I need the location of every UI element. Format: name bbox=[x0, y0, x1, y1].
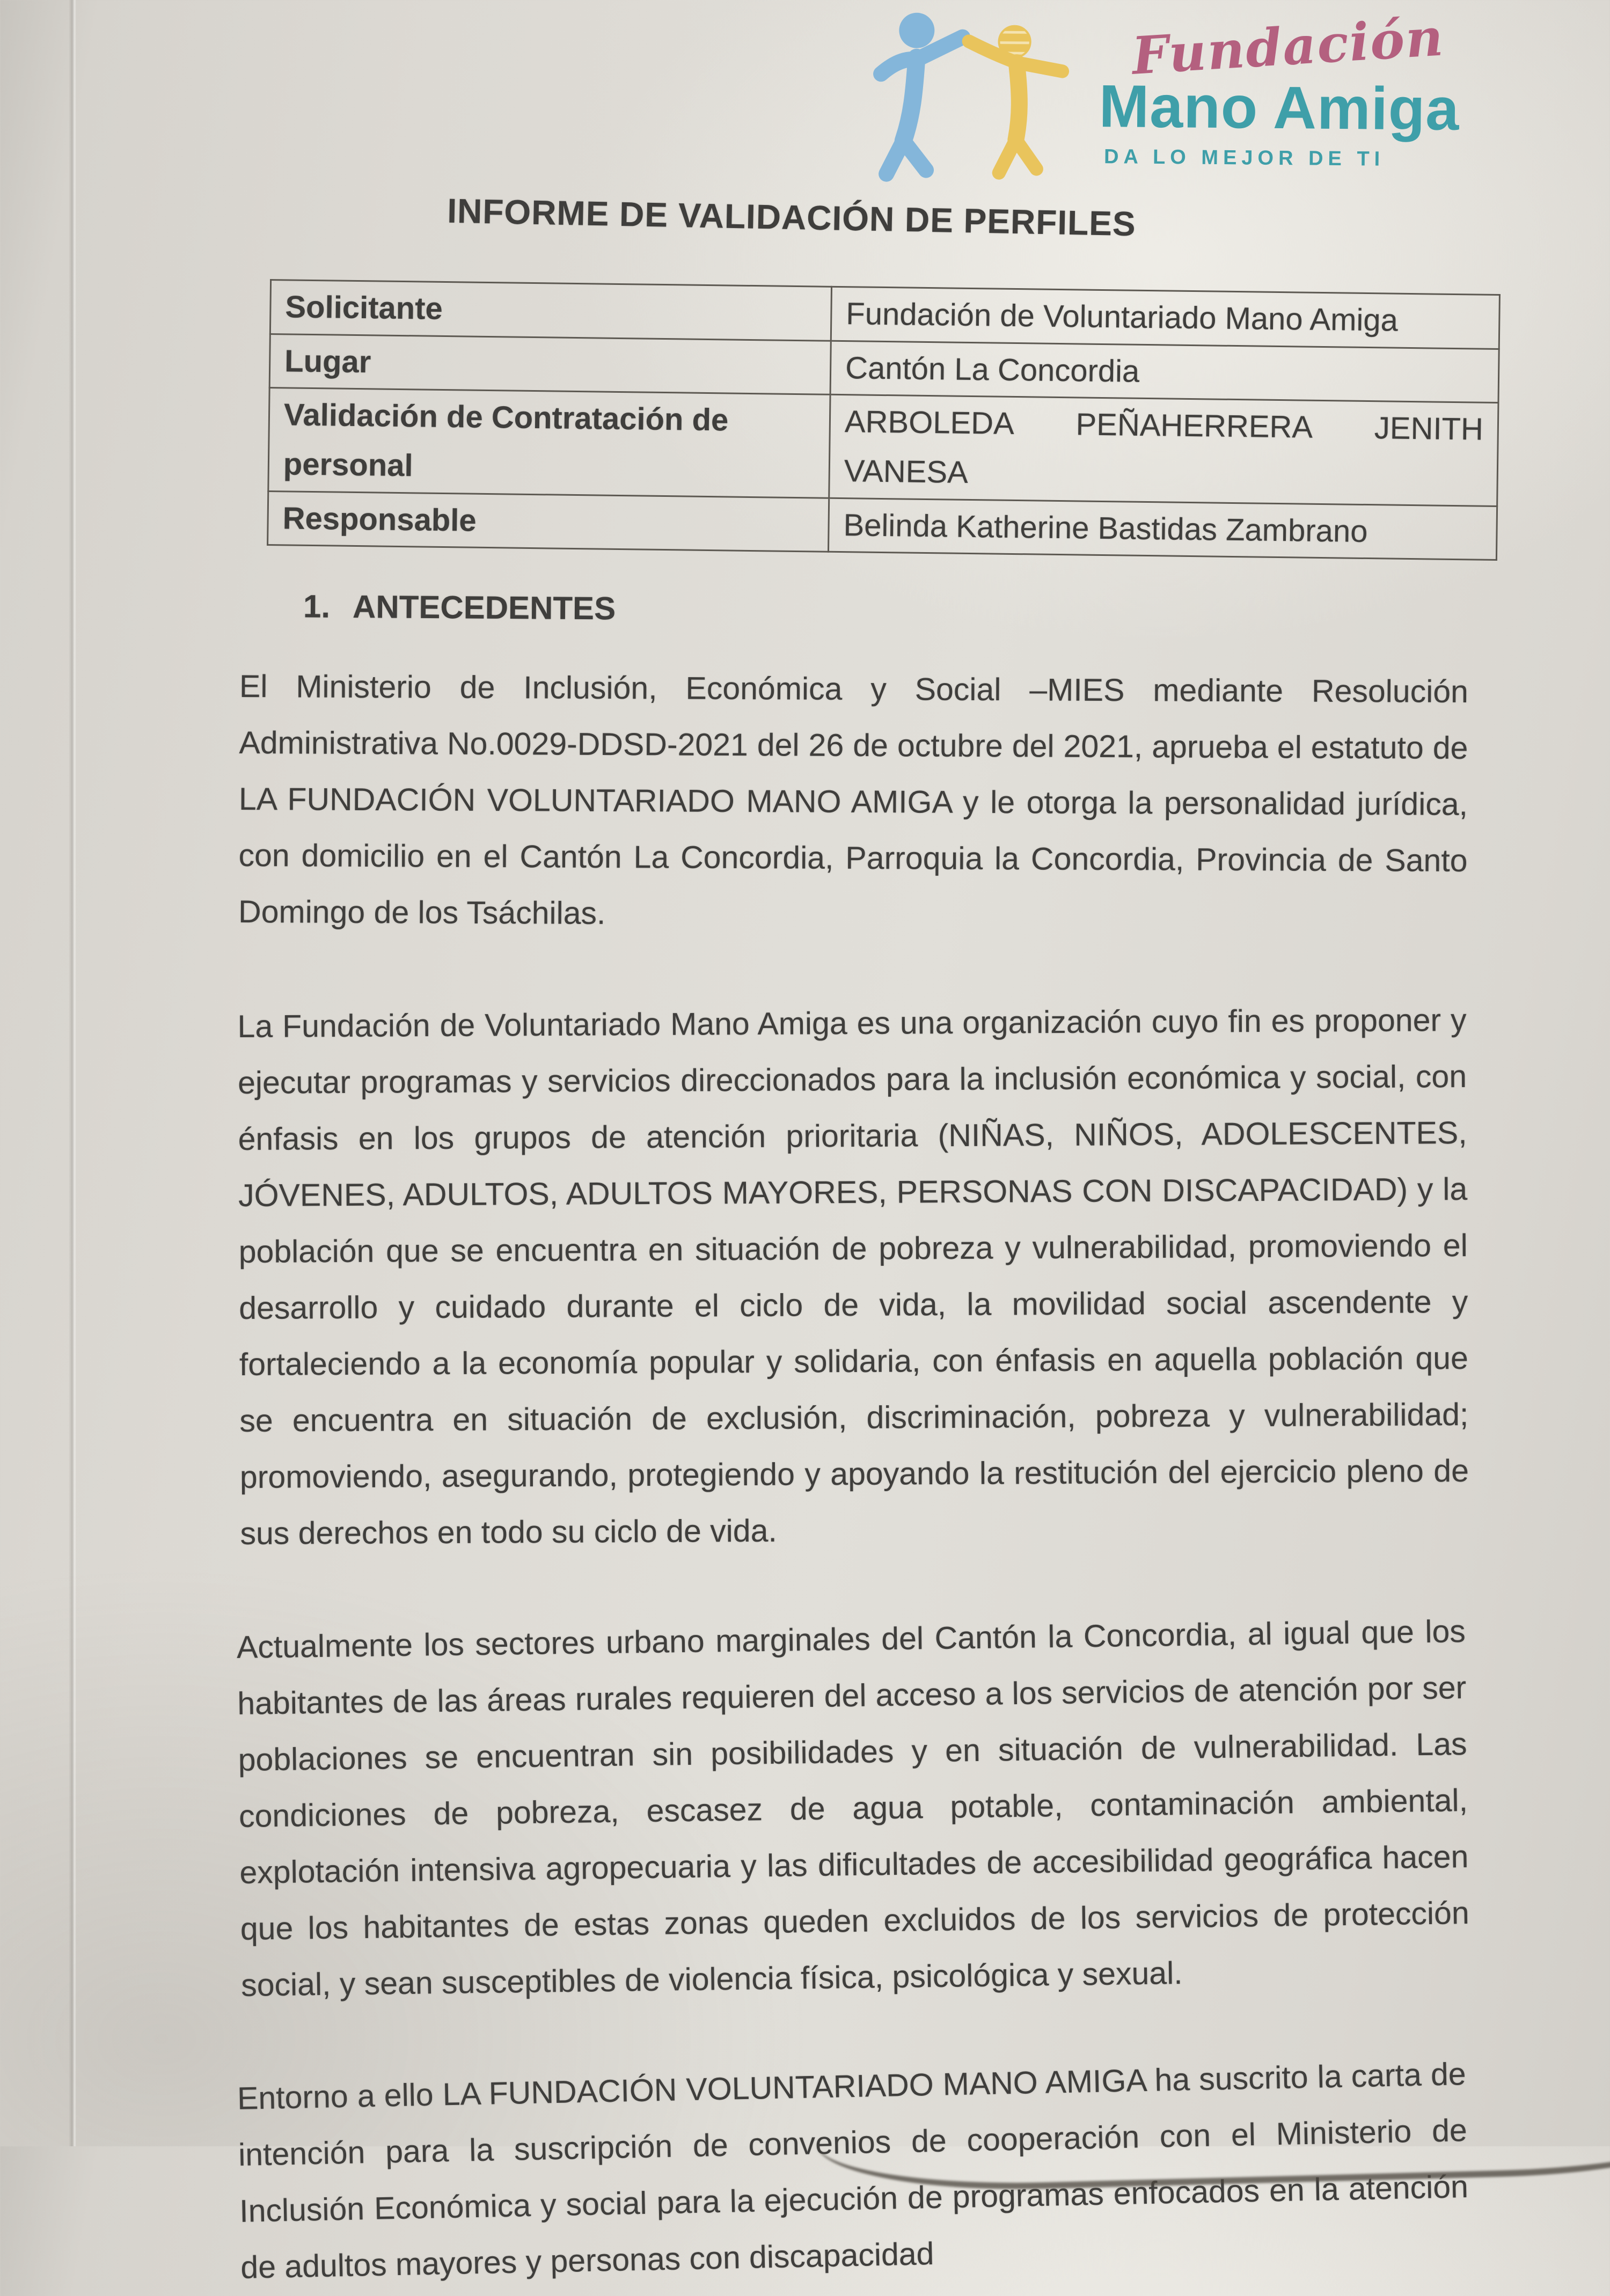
document-page bbox=[236, 0, 1484, 2286]
logo-tagline: DA LO MEJOR DE TI bbox=[1103, 145, 1385, 171]
row-value: Fundación de Voluntariado Mano Amiga bbox=[831, 287, 1499, 349]
row-label: Responsable bbox=[268, 491, 829, 552]
section-heading-antecedentes bbox=[303, 588, 1473, 633]
body-paragraphs bbox=[236, 661, 1473, 2286]
paragraph-organizacion-fin: La Fundación de Voluntariado Mano Amiga es una organización cuyo fin es proponer y ejecutar programas y servicios direccionados para la inclusión económica y social, con énfasis en los grupos de atención prioritaria (NIÑAS, NIÑOS, ADOLESCENTES, JÓVENES, ADULTOS, ADULTOS MAYORES, PERSONAS CON DISCAPACIDAD) y la población que se encuentra en situación de pobreza y vulnerabilidad, promoviendo el desarrollo y cuidado durante el ciclo de vida, la movilidad social ascendente y fortaleciendo a la economía popular y solidaria, con énfasis en aquella población que se encuentra en situación de exclusión, discriminación, pobreza y vulnerabilidad; promoviendo, asegurando, protegiendo y apoyando la restitución del ejercicio pleno de sus derechos en todo su ciclo de vida. bbox=[237, 1002, 1469, 1552]
logo-brand-name: Mano Amiga bbox=[1099, 72, 1460, 143]
row-label: Lugar bbox=[269, 334, 831, 394]
section-title: ANTECEDENTES bbox=[352, 589, 616, 627]
paper-fold-line bbox=[69, 0, 76, 2146]
paragraph-mies-resolucion: El Ministerio de Inclusión, Económica y Social –MIES mediante Resolución Administrativa No.0029-DDSD-2021 del 26 de octubre del 2021, aprueba el estatuto de LA FUNDACIÓN VOLUNTARIADO MANO AMIGA y le otorga la personalidad jurídica, con domicilio en el Cantón La Concordia, Parroquia la Concordia, Provincia de Santo Domingo de los Tsáchilas. bbox=[238, 669, 1469, 931]
row-value: Cantón La Concordia bbox=[830, 341, 1499, 403]
info-table bbox=[267, 279, 1501, 561]
document-title: INFORME DE VALIDACIÓN DE PERFILES bbox=[447, 191, 1137, 244]
paragraph-carta-intencion: Entorno a ello LA FUNDACIÓN VOLUNTARIADO MANO AMIGA ha suscrito la carta de intención para la suscripción de convenios de cooperación con el Ministerio de Inclusión Económica y social para la ejecución de programas enfocados en la atención de adultos mayores y personas con discapacidad bbox=[237, 2056, 1469, 2286]
row-label: Validación de Contratación de personal bbox=[268, 388, 830, 498]
paragraph-sectores-urbanos: Actualmente los sectores urbano marginales del Cantón la Concordia, al igual que los habitantes de las áreas rurales requieren del acceso a los servicios de atención por ser poblaciones se encuentran sin posibilidades y en situación de vulnerabilidad. Las condiciones de pobreza, escasez de agua potable, contaminación ambiental, explotación intensiva agropecuaria y las dificultades de accesibilidad geográfica hacen que los habitantes de estas zonas queden excluidos de los servicios de protección social, y sean susceptibles de violencia física, psicológica y sexual. bbox=[236, 1613, 1470, 2004]
row-value: Belinda Katherine Bastidas Zambrano bbox=[828, 498, 1497, 560]
logo-script-word: Fundación bbox=[1130, 6, 1446, 86]
section-number: 1. bbox=[303, 588, 331, 625]
table-row-validacion bbox=[268, 388, 1498, 506]
row-label: Solicitante bbox=[270, 280, 831, 341]
row-value: ARBOLEDA PEÑAHERRERA JENITH VANESA bbox=[829, 395, 1498, 506]
